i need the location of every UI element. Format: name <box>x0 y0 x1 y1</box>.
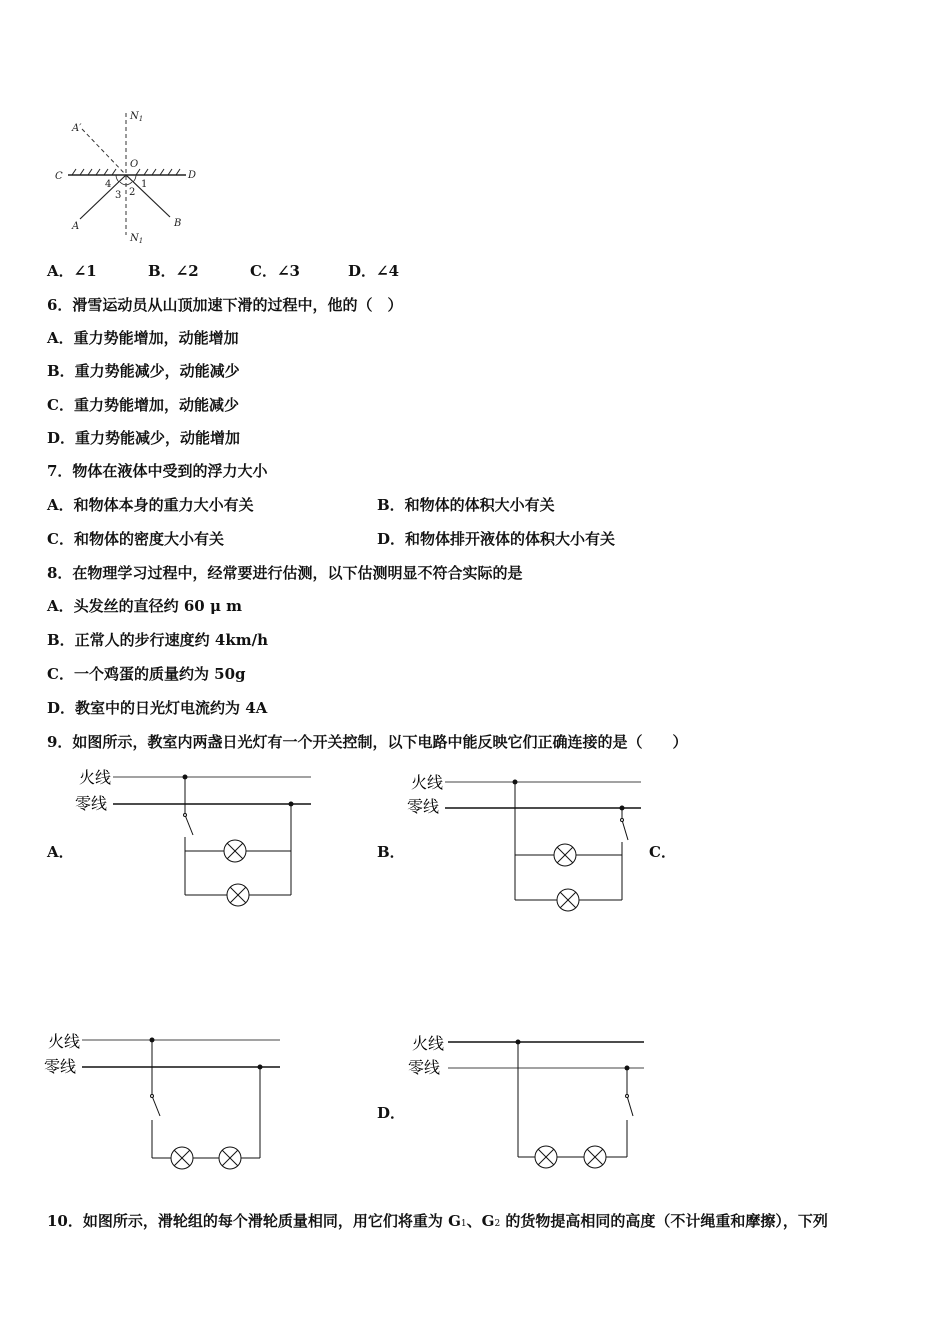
live-wire-label: 火线 <box>48 1032 81 1051</box>
q5-option-c[interactable]: C．∠3 <box>250 262 300 280</box>
q6-option-d[interactable]: D．重力势能减少，动能增加 <box>47 429 241 447</box>
q7-stem: 7．物体在液体中受到的浮力大小 <box>47 462 268 480</box>
label-a-prime: A′ <box>72 123 82 134</box>
angle-3: 3 <box>115 190 122 201</box>
q8-option-b[interactable]: B．正常人的步行速度约 4km/h <box>47 631 268 649</box>
q8-option-d[interactable]: D．教室中的日光灯电流约为 4A <box>47 699 268 717</box>
q6-option-a[interactable]: A．重力势能增加，动能增加 <box>47 329 239 347</box>
q9-option-d-label[interactable]: D． <box>377 1104 406 1122</box>
q7-option-c[interactable]: C．和物体的密度大小有关 <box>47 530 224 548</box>
neutral-wire-label: 零线 <box>44 1057 77 1076</box>
live-wire-label: 火线 <box>411 773 444 792</box>
angle-4: 4 <box>105 179 112 190</box>
label-n1-bottom: $N_1$ <box>130 233 144 245</box>
q8-option-a[interactable]: A．头发丝的直径约 60 μ m <box>47 597 243 615</box>
q7-option-b[interactable]: B．和物体的体积大小有关 <box>377 496 555 514</box>
label-a: A <box>72 221 80 232</box>
q8-option-c[interactable]: C．一个鸡蛋的质量约为 50g <box>47 665 246 683</box>
neutral-wire-label: 零线 <box>407 797 440 816</box>
reflection-diagram <box>50 105 210 245</box>
label-n1-top: $N_1$ <box>130 111 144 123</box>
q9-stem: 9．如图所示，教室内两盏日光灯有一个开关控制，以下电路中能反映它们正确连接的是（ ） <box>47 733 688 751</box>
neutral-wire-label: 零线 <box>75 794 108 813</box>
q5-option-d[interactable]: D．∠4 <box>348 262 400 280</box>
q9-option-c-label[interactable]: C． <box>649 843 676 861</box>
q7-option-a[interactable]: A．和物体本身的重力大小有关 <box>47 496 254 514</box>
q6-option-c[interactable]: C．重力势能增加，动能减少 <box>47 396 239 414</box>
label-c: C <box>55 171 63 182</box>
angle-1: 1 <box>141 179 148 190</box>
q6-option-b[interactable]: B．重力势能减少，动能减少 <box>47 362 240 380</box>
angle-2: 2 <box>129 187 136 198</box>
q5-option-b[interactable]: B．∠2 <box>148 262 199 280</box>
label-o: O <box>130 159 139 170</box>
q10-stem: 10．如图所示，滑轮组的每个滑轮质量相同，用它们将重为 G1、G2 的货物提高相同的高度（不计绳重和摩擦），下列 <box>47 1212 828 1230</box>
q9-option-b-label[interactable]: B． <box>377 843 405 861</box>
circuit-c <box>44 1028 294 1178</box>
live-wire-label: 火线 <box>412 1034 445 1053</box>
q8-stem: 8．在物理学习过程中，经常要进行估测，以下估测明显不符合实际的是 <box>47 564 523 582</box>
circuit-d <box>408 1030 658 1180</box>
label-d: D <box>188 170 197 181</box>
q9-option-a-label[interactable]: A． <box>47 843 74 861</box>
label-b: B <box>174 218 182 229</box>
q5-option-a[interactable]: A．∠1 <box>47 262 97 280</box>
circuit-a <box>75 765 325 915</box>
neutral-wire-label: 零线 <box>408 1058 441 1077</box>
live-wire-label: 火线 <box>79 768 112 787</box>
q6-stem: 6．滑雪运动员从山顶加速下滑的过程中，他的（ ） <box>47 296 403 314</box>
q7-option-d[interactable]: D．和物体排开液体的体积大小有关 <box>377 530 616 548</box>
circuit-b <box>405 768 655 918</box>
